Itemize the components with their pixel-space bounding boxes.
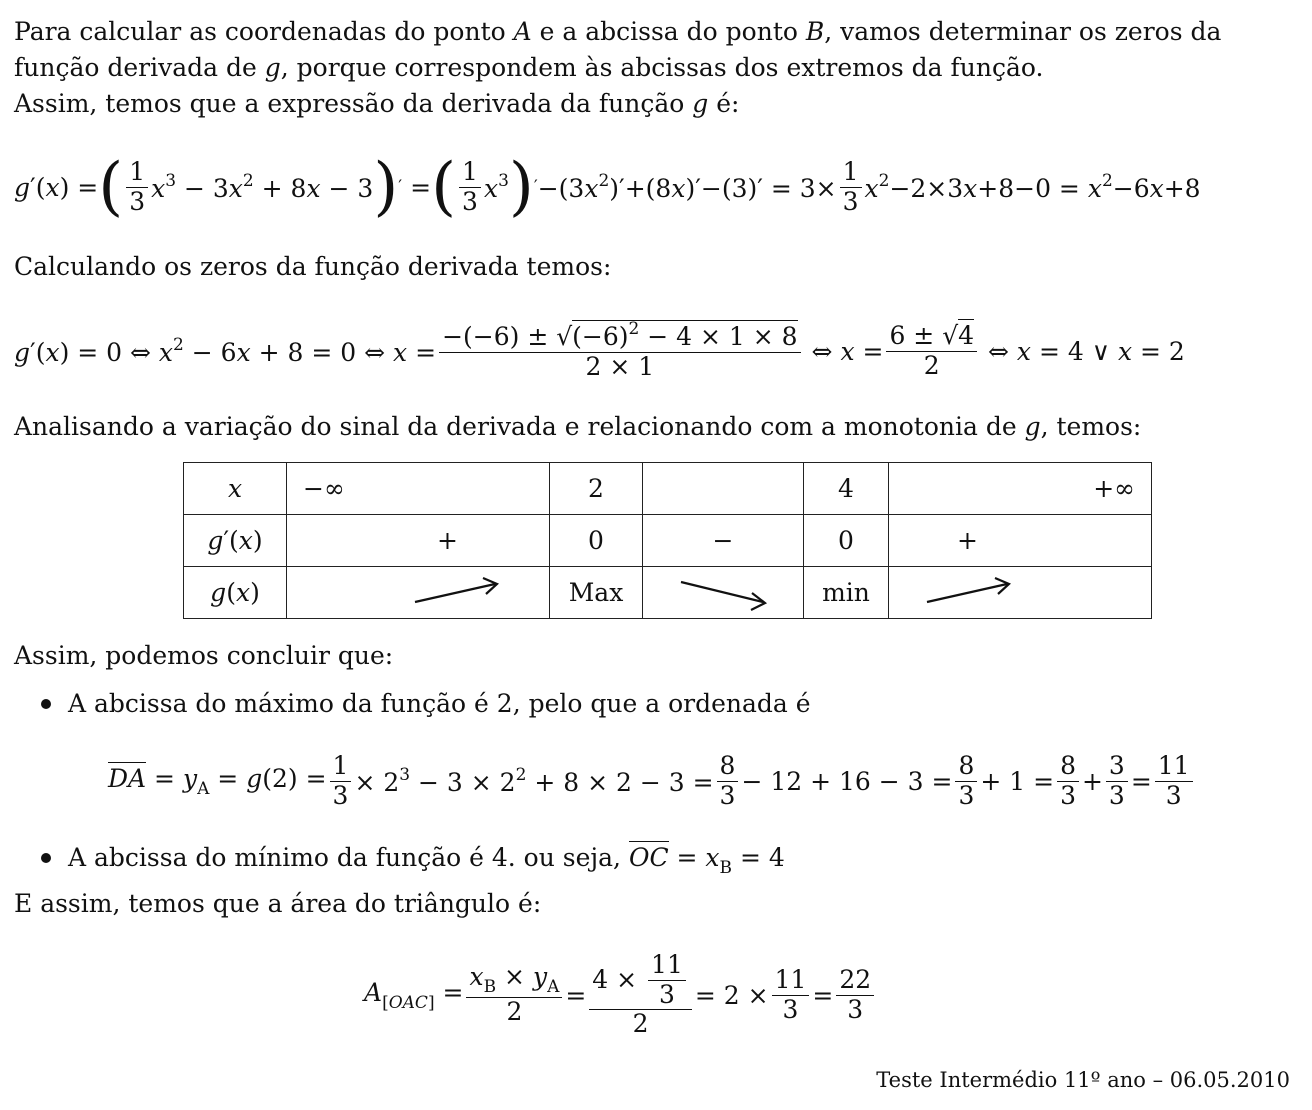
- paragraph-area-intro: E assim, temos que a área do triângulo é:: [14, 889, 542, 918]
- table-cell: +: [287, 515, 550, 567]
- table-cell: g′(x): [184, 515, 287, 567]
- bullet-icon: [41, 853, 51, 863]
- table-cell: [643, 567, 804, 619]
- equation-derivative: g′(x) = ( $\frac{1}{3}$ $x^3 - 3x^2 + 8x - 3$ ) ′ = ( $\frac{1}{3}$ $x^3$ ) ′ $-(3x^2)'+(8x)'-(3)' = 3\times$ $\frac{1}{3}$ $x^2-2\times 3x+8-0 = x^2-6x+8$: [14, 150, 1201, 224]
- table-cell: [889, 567, 1152, 619]
- table-cell: min: [804, 567, 889, 619]
- equation-zeros: g′(x) = 0 ⇔ $x^2 - 6x + 8 = 0$ ⇔ x = $\frac{-(-6) \pm √(-6)^2 - 4 \times 1 \times 8}{2 \times 1}$ ⇔ x = $\frac{6 \pm √4}{2}$ ⇔ x = 4 ∨ x = 2: [14, 319, 1185, 381]
- equation-ordinate: DA = $y_A = g(2)$ = $\frac{1}{3}$ × $2^3 - 3 \times 2^2 + 8 \times 2 - 3$ = $\frac{8}{3}$ − 12 + 16 − 3 = $\frac{8}{3}$ + 1 = $\frac{8}{3}$ + $\frac{3}{3}$ = $\frac{11}{3}$: [108, 738, 1196, 824]
- paragraph-sign-analysis: Analisando a variação do sinal da derivada e relacionando com a monotonia de g, temos:: [14, 412, 1142, 441]
- table-cell: 0: [804, 515, 889, 567]
- table-cell: −∞: [287, 463, 550, 515]
- table-cell: [287, 567, 550, 619]
- sign-variation-table: [183, 462, 1152, 619]
- footer-source: Teste Intermédio 11º ano – 06.05.2010: [876, 1068, 1290, 1092]
- increasing-arrow-icon: [889, 568, 1135, 618]
- table-row-derivative: [184, 515, 1152, 567]
- table-cell: 2: [550, 463, 643, 515]
- bullet-maximum-text: A abcissa do máximo da função é 2, pelo que a ordenada é: [68, 689, 811, 718]
- paragraph-conclusion-intro: Assim, podemos concluir que:: [14, 641, 394, 670]
- table-cell: 4: [804, 463, 889, 515]
- paragraph-intro-line2: função derivada de g, porque correspondem às abcissas dos extremos da função.: [14, 53, 1044, 82]
- equation-triangle-area: $A_{[OAC]}$ = $\frac{x_B \times y_A}{2}$ = 4 × $\frac{11}{3}$ 2 = 2 × $\frac{11}{3}$ = $\frac{22}{3}$: [364, 940, 877, 1050]
- table-cell: x: [184, 463, 287, 515]
- paragraph-zeros-intro: Calculando os zeros da função derivada temos:: [14, 252, 612, 281]
- table-cell: [643, 463, 804, 515]
- bullet-icon: [41, 699, 51, 709]
- paragraph-derivative-intro: Assim, temos que a expressão da derivada da função g é:: [14, 89, 740, 118]
- decreasing-arrow-icon: [643, 568, 803, 618]
- paragraph-intro-line1: Para calcular as coordenadas do ponto A e a abcissa do ponto B, vamos determinar os zeros da: [14, 17, 1222, 46]
- table-cell: g(x): [184, 567, 287, 619]
- table-cell: Max: [550, 567, 643, 619]
- increasing-arrow-icon: [287, 568, 533, 618]
- table-row-x: [184, 463, 1152, 515]
- table-cell: +: [889, 515, 1152, 567]
- table-cell: −: [643, 515, 804, 567]
- table-row-function: [184, 567, 1152, 619]
- bullet-minimum-text: A abcissa do mínimo da função é 4. ou seja, OC = $x_B = 4$: [68, 843, 785, 878]
- table-cell: +∞: [889, 463, 1152, 515]
- table-cell: 0: [550, 515, 643, 567]
